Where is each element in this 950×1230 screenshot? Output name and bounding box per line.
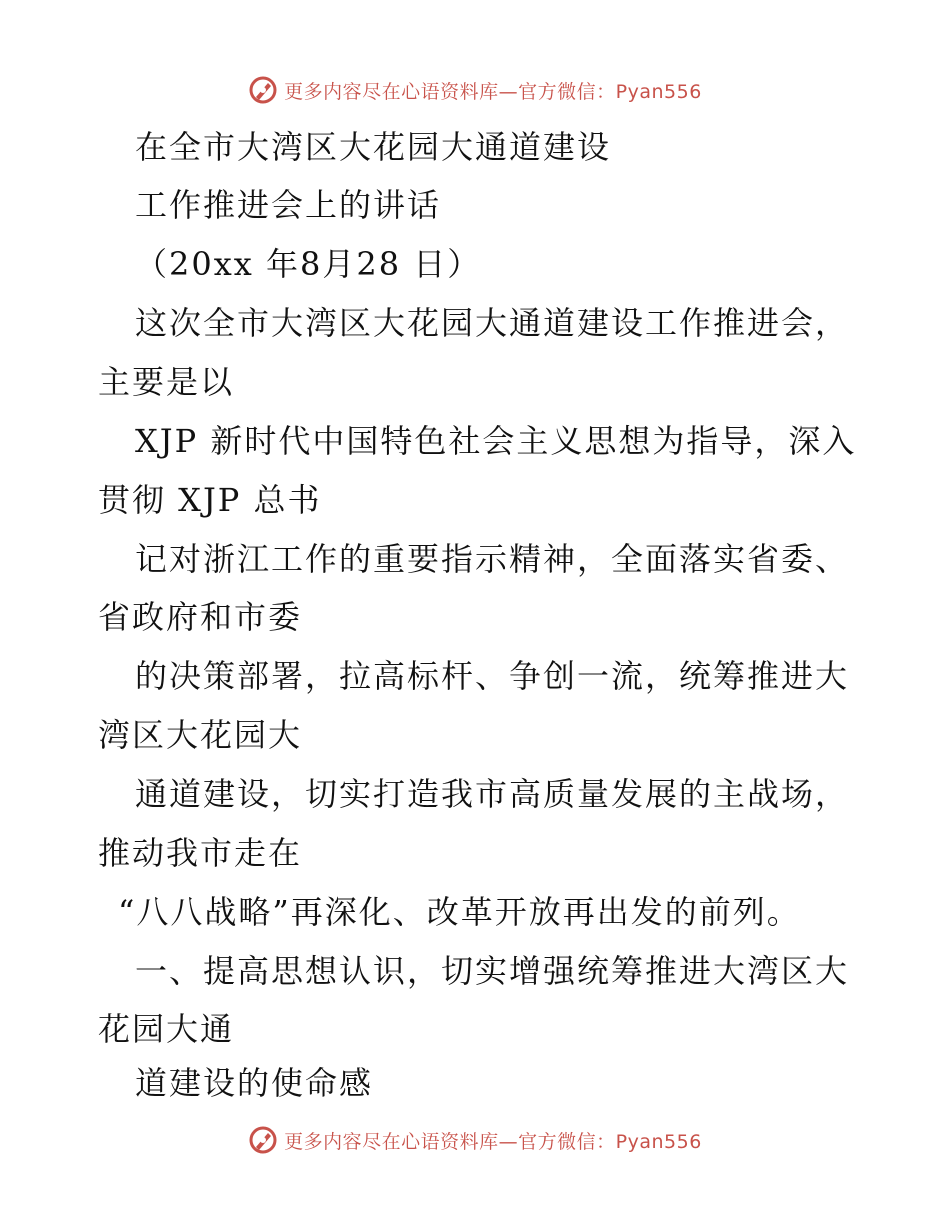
header-watermark-banner bbox=[0, 70, 950, 110]
paragraph-line: 通道建设，切实打造我市高质量发展的主战场， bbox=[135, 775, 850, 813]
paragraph-line: 省政府和市委 bbox=[98, 598, 303, 636]
pen-circle-logo-icon bbox=[248, 75, 278, 105]
paragraph-line: 湾区大花园大 bbox=[98, 716, 303, 754]
header-watermark-text: 更多内容尽在心语资料库—官方微信：Pyan556 bbox=[284, 80, 702, 103]
paragraph-line: 推动我市走在 bbox=[98, 834, 303, 872]
title-line-2: 工作推进会上的讲话 bbox=[135, 186, 442, 224]
footer-watermark-banner bbox=[0, 1120, 950, 1160]
paragraph-line: 这次全市大湾区大花园大通道建设工作推进会， bbox=[135, 304, 850, 342]
paragraph-line: XJP 新时代中国特色社会主义思想为指导，深入 bbox=[135, 422, 857, 460]
section-heading-line: 道建设的使命感 bbox=[135, 1064, 374, 1102]
footer-watermark-text: 更多内容尽在心语资料库—官方微信：Pyan556 bbox=[284, 1130, 702, 1153]
paragraph-line: 记对浙江工作的重要指示精神，全面落实省委、 bbox=[135, 540, 850, 578]
paragraph-line: 贯彻 XJP 总书 bbox=[98, 481, 322, 519]
pen-circle-logo-icon bbox=[248, 1125, 278, 1155]
section-heading-line: 一、提高思想认识，切实增强统筹推进大湾区大 bbox=[135, 952, 850, 990]
paragraph-line: “八八战略”再深化、改革开放再出发的前列。 bbox=[118, 893, 801, 931]
paragraph-line: 主要是以 bbox=[98, 363, 235, 401]
date-line: （20xx 年8月28 日） bbox=[135, 245, 482, 283]
section-heading-line: 花园大通 bbox=[98, 1010, 235, 1048]
title-line-1: 在全市大湾区大花园大通道建设 bbox=[135, 128, 612, 166]
paragraph-line: 的决策部署，拉高标杆、争创一流，统筹推进大 bbox=[135, 657, 850, 695]
